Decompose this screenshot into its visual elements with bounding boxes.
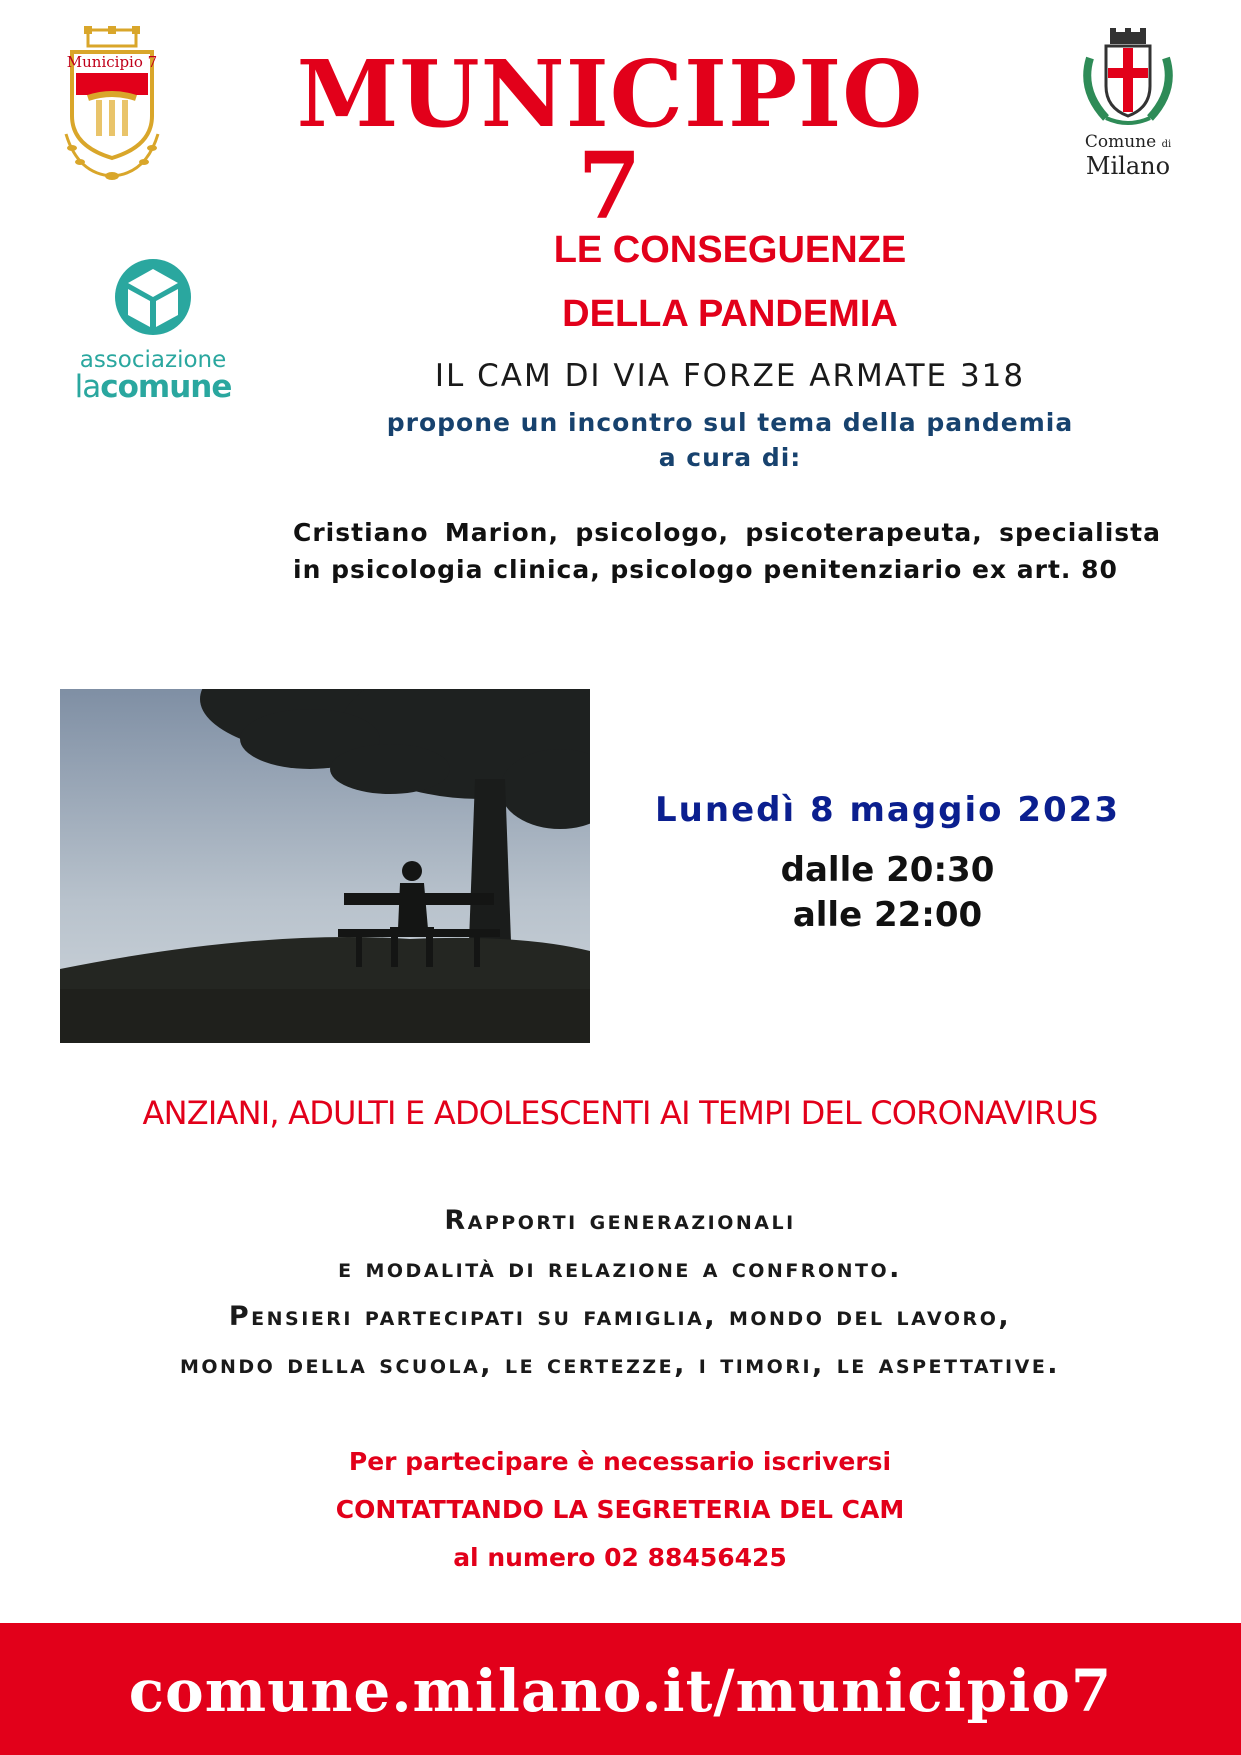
comune-milano-logo (1076, 28, 1180, 180)
footer-banner (0, 1623, 1241, 1755)
footer-url: comune.milano.it/municipio7 (128, 1657, 1113, 1725)
proposal (300, 405, 1160, 475)
registration-info (200, 1438, 1040, 1582)
milano-logo-line2: Milano (1085, 152, 1171, 180)
event-time-from: dalle 20:30 (780, 850, 995, 890)
description-line: mondo della scuola, le certezze, i timori, le aspettative. (179, 1349, 1061, 1380)
association-line2: lacomune (74, 369, 232, 405)
bench-silhouette-image (60, 689, 590, 1043)
event-photo (60, 689, 590, 1043)
milano-logo-line1: Comune di (1084, 132, 1172, 152)
description-line: Rapporti generazionali (444, 1205, 796, 1236)
event-date: Lunedì 8 maggio 2023 (655, 790, 1120, 830)
association-line1: associazione (79, 347, 227, 373)
venue: IL CAM DI VIA FORZE ARMATE 318 (434, 358, 1026, 394)
page-title: MUNICIPIO 7 (296, 40, 924, 240)
event-description (100, 1197, 1140, 1389)
municipio-crest-icon (58, 24, 166, 184)
registration-line1: Per partecipare è necessario iscriversi (348, 1447, 892, 1476)
proposal-line2: a cura di: (658, 443, 802, 472)
event-title-line1: LE CONSEGUENZE (553, 229, 907, 271)
speaker-description: Cristiano Marion, psicologo, psicoterapeuta, specialista in psicologia clinica, psicologo penitenziario ex art. 80 (293, 518, 1161, 584)
registration-line2: CONTATTANDO LA SEGRETERIA DEL CAM (335, 1495, 905, 1524)
event-time-to: alle 22:00 (792, 895, 983, 935)
municipio-logo-text: Municipio 7 (66, 53, 158, 71)
description-line: Pensieri partecipati su famiglia, mondo del lavoro, (228, 1301, 1012, 1332)
milano-crest-icon (1076, 28, 1180, 132)
associazione-lacomune-logo (58, 255, 248, 405)
event-subtitle: ANZIANI, ADULTI E ADOLESCENTI AI TEMPI DEL CORONAVIRUS (142, 1094, 1098, 1132)
municipio-7-logo (58, 24, 166, 184)
proposal-line1: propone un incontro sul tema della pandemia (386, 408, 1074, 437)
lacomune-icon (58, 255, 248, 347)
description-line: e modalità di relazione a confronto. (338, 1253, 902, 1284)
event-title (440, 218, 1020, 346)
event-title-line2: DELLA PANDEMIA (562, 293, 898, 335)
registration-phone: al numero 02 88456425 (453, 1543, 787, 1572)
